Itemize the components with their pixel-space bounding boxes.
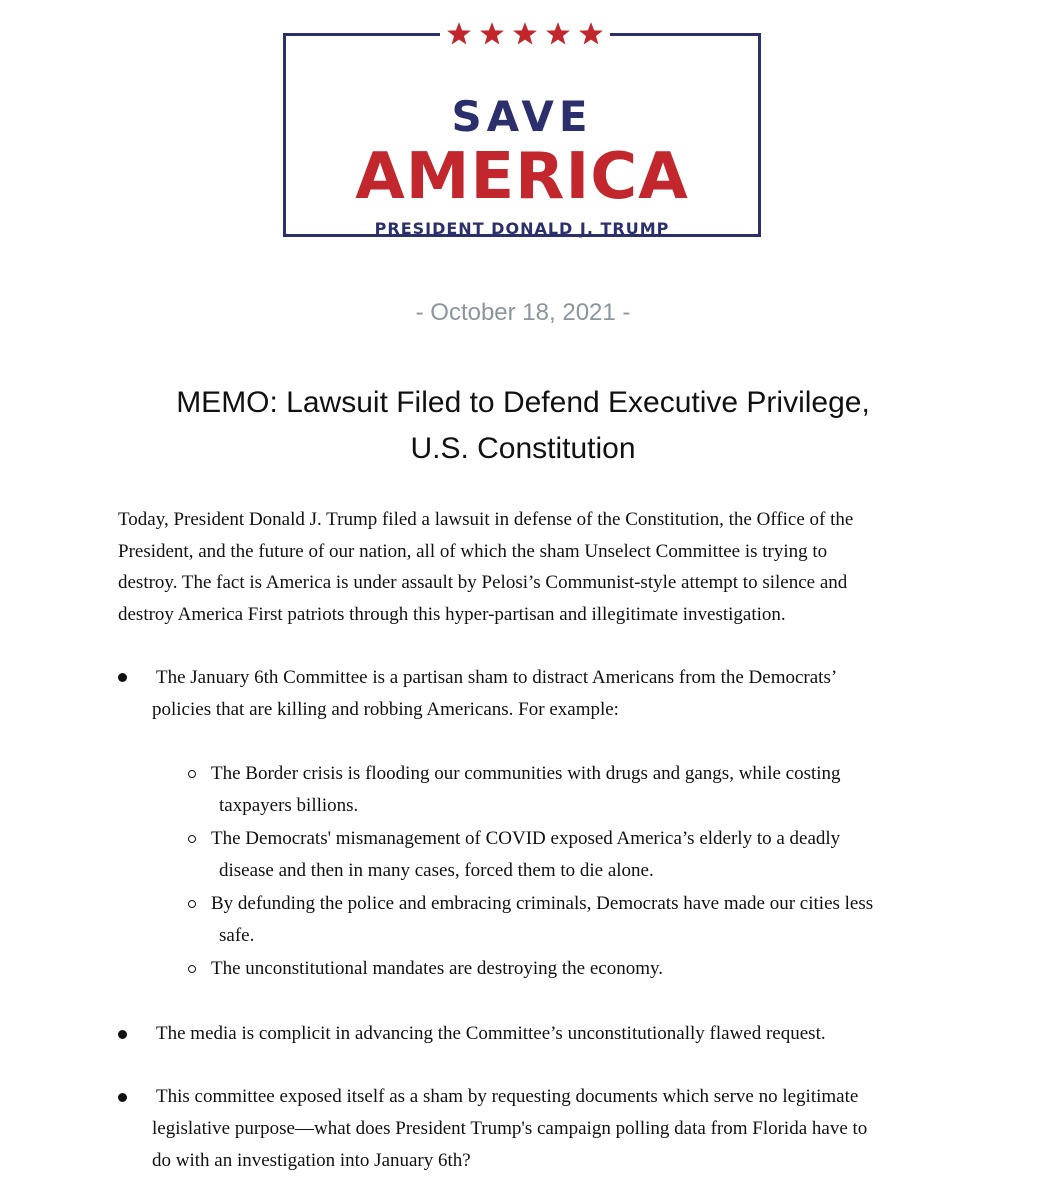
sub-bullet-icon xyxy=(188,770,196,778)
sub-bullet-line: The Democrats' mismanagement of COVID exposed America’s elderly to a deadly xyxy=(211,828,841,849)
star-icon xyxy=(479,21,505,47)
memo-title-line: U.S. Constitution xyxy=(410,432,636,465)
bullet-icon xyxy=(118,673,127,682)
bullet-icon xyxy=(118,1030,127,1039)
memo-title xyxy=(100,380,946,472)
intro-line: destroy America First patriots through this hyper-partisan and illegitimate investigation. xyxy=(118,604,786,625)
logo-save-text: SAVE xyxy=(451,92,593,141)
bullet-line: legislative purpose—what does President Trump's campaign polling data from Florida have to xyxy=(152,1118,868,1139)
bullet-line: The January 6th Committee is a partisan sham to distract Americans from the Democrats’ xyxy=(156,667,838,688)
sub-bullet-line: By defunding the police and embracing criminals, Democrats have made our cities less xyxy=(211,893,874,914)
sub-bullet-icon xyxy=(188,965,196,973)
sub-bullet-line: safe. xyxy=(219,925,255,946)
bullet-line: do with an investigation into January 6th? xyxy=(152,1150,471,1171)
sub-bullet-line: The unconstitutional mandates are destroying the economy. xyxy=(211,958,664,979)
sub-bullet-icon xyxy=(188,900,196,908)
intro-line: Today, President Donald J. Trump filed a lawsuit in defense of the Constitution, the Office of the xyxy=(118,509,854,530)
bullet-line: The media is complicit in advancing the Committee’s unconstitutionally flawed request. xyxy=(156,1023,826,1044)
star-icon xyxy=(578,21,604,47)
sub-bullet-line: taxpayers billions. xyxy=(219,795,359,816)
logo-stars xyxy=(440,16,610,52)
memo-date: - October 18, 2021 - xyxy=(415,299,631,326)
bullet-icon xyxy=(118,1093,127,1102)
logo-america-text: AMERICA xyxy=(355,140,689,214)
intro-line: President, and the future of our nation, all of which the sham Unselect Committee is trying to xyxy=(118,541,828,562)
save-america-logo xyxy=(283,33,761,237)
intro-line: destroy. The fact is America is under assault by Pelosi’s Communist-style attempt to silence and xyxy=(118,572,848,593)
sub-bullet-line: The Border crisis is flooding our communities with drugs and gangs, while costing xyxy=(211,763,841,784)
star-icon xyxy=(545,21,571,47)
star-icon xyxy=(512,21,538,47)
star-icon xyxy=(446,21,472,47)
sub-bullet-line: disease and then in many cases, forced them to die alone. xyxy=(219,860,654,881)
sub-bullet-icon xyxy=(188,835,196,843)
bullet-line: This committee exposed itself as a sham by requesting documents which serve no legitimate xyxy=(156,1086,859,1107)
bullet-line: policies that are killing and robbing Americans. For example: xyxy=(152,699,619,720)
logo-subtitle: PRESIDENT DONALD J. TRUMP xyxy=(374,219,670,238)
memo-title-line: MEMO: Lawsuit Filed to Defend Executive Privilege, xyxy=(176,386,870,419)
